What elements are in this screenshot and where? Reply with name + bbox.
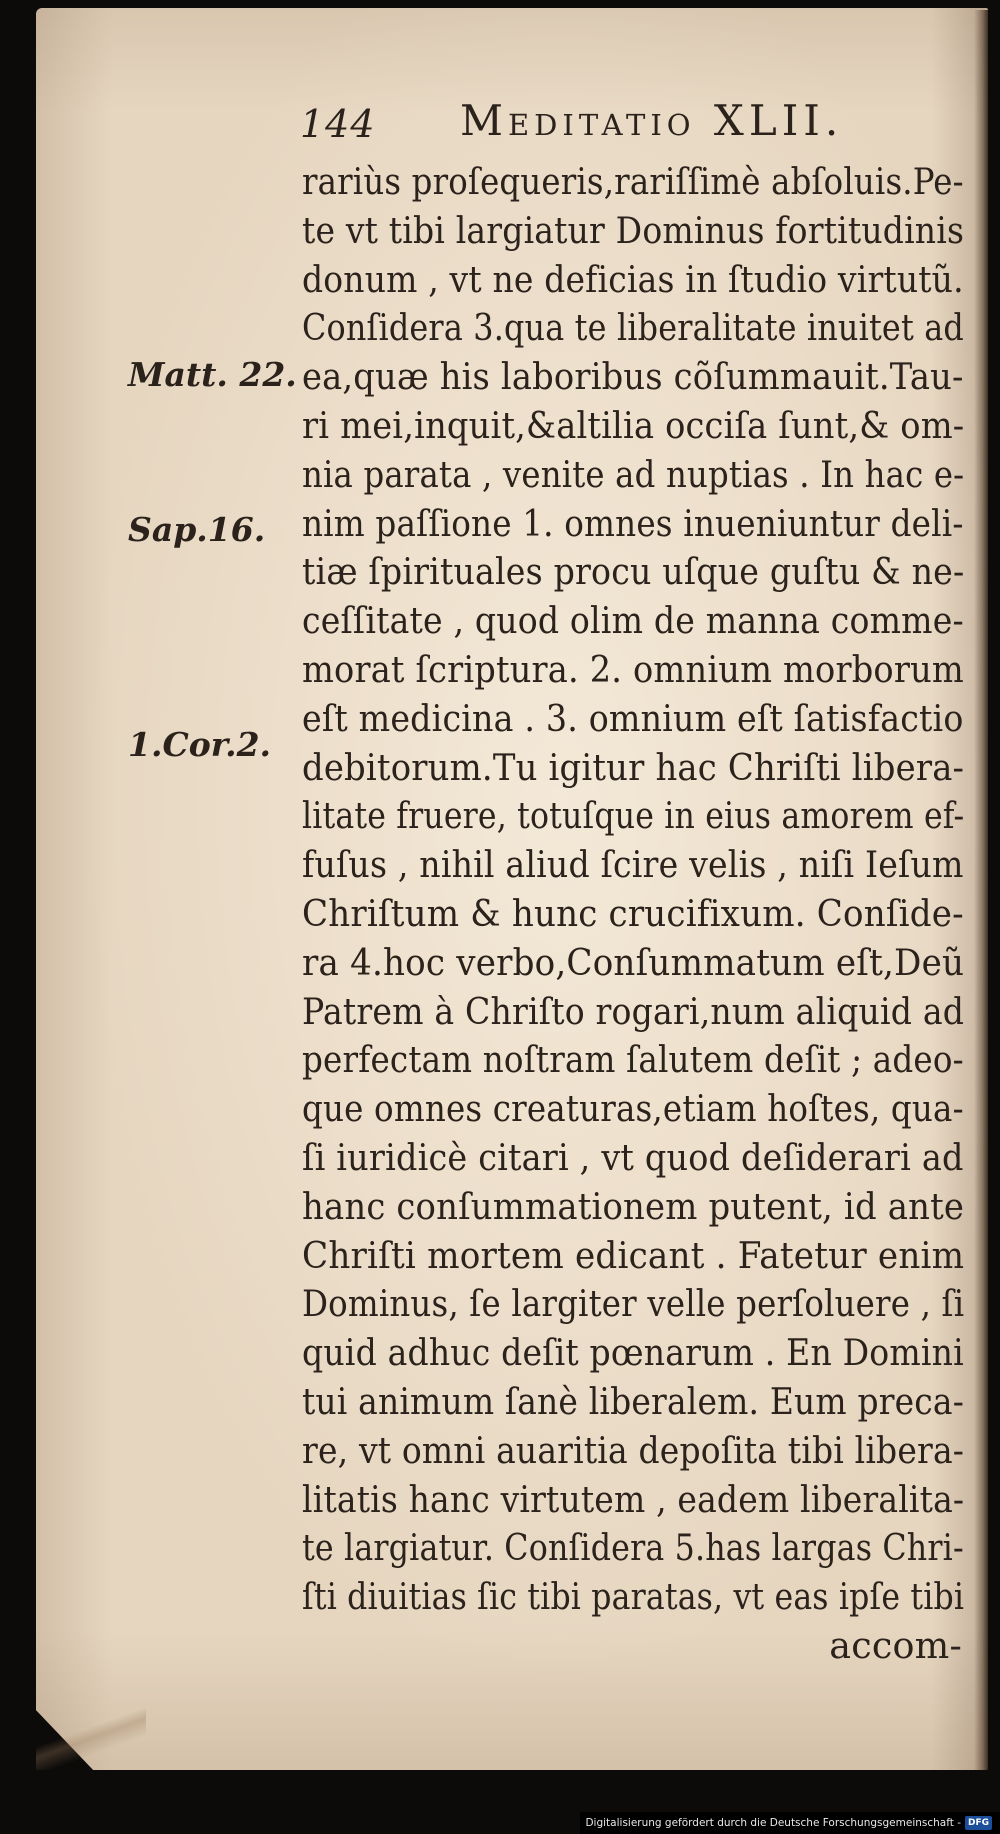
- catchword: accom-: [829, 1624, 962, 1667]
- credit-text: Digitalisierung gefördert durch die Deutsche Forschungsgemeinschaft -: [585, 1817, 961, 1829]
- text-line: morat ſcriptura. 2. omnium morborum: [302, 648, 964, 691]
- text-line: te largiatur. Conſidera 5.has largas Chri-: [302, 1526, 964, 1570]
- text-line: Chriſtum & hunc crucifixum. Conſide-: [302, 892, 964, 935]
- text-line: ea,quæ his laboribus cõſummauit.Tau-: [302, 355, 964, 399]
- text-line: re, vt omni auaritia depoſita tibi libera-: [302, 1428, 965, 1472]
- text-line: perfectam noſtram ſalutem deſit ; adeo-: [302, 1038, 964, 1082]
- page-gutter-shadow: [974, 10, 988, 1770]
- text-line: rariùs proſequeris,rariſſimè abſoluis.Pe-: [302, 160, 964, 203]
- margin-note-matthew: Matt. 22.: [128, 355, 297, 394]
- text-line: te vt tibi largiatur Dominus fortitudinis: [302, 208, 965, 252]
- text-line: tiæ ſpirituales procu uſque guſtu & ne-: [302, 550, 965, 594]
- text-line: nim paſſione 1. omnes inueniuntur deli-: [302, 501, 964, 545]
- dfg-logo: DFG: [965, 1816, 992, 1830]
- text-line: nia parata , venite ad nuptias . In hac e-: [302, 452, 965, 496]
- page-number: 144: [300, 102, 376, 146]
- margin-note-sapientia: Sap.16.: [128, 510, 266, 549]
- text-line: Chriſti mortem edicant . Fatetur enim: [302, 1233, 965, 1277]
- text-line: que omnes creaturas,etiam hoſtes, qua-: [302, 1087, 964, 1131]
- text-line: debitorum.Tu igitur hac Chriſti libera-: [302, 745, 965, 789]
- text-line: hanc conſummationem putent, id ante: [302, 1184, 965, 1228]
- running-title: Meditatio XLII.: [460, 96, 844, 145]
- page-header: [300, 96, 920, 156]
- text-line: fuſus , nihil aliud ſcire velis , niſi Ieſum: [302, 843, 964, 887]
- digitization-credit: [580, 1812, 1000, 1834]
- text-line: eſt medicina . 3. omnium eſt ſatisfactio: [302, 696, 964, 740]
- text-line: litatis hanc virtutem , eadem liberalita-: [302, 1477, 965, 1521]
- margin-note-corinthians: 1.Cor.2.: [128, 725, 272, 764]
- text-line: tui animum ſanè liberalem. Eum preca-: [302, 1380, 965, 1423]
- text-line: ſti diuitias ſic tibi paratas, vt eas ipſe tibi: [302, 1575, 965, 1619]
- text-line: ceſſitate , quod olim de manna comme-: [302, 599, 964, 643]
- text-line: Conſidera 3.qua te liberalitate inuitet ad: [302, 306, 964, 350]
- text-line: litate fruere, totuſque in eius amorem ef-: [302, 794, 965, 838]
- text-line: quid adhuc deſit pœnarum . En Domini: [302, 1331, 964, 1375]
- text-line: donum , vt ne deficias in ſtudio virtutũ.: [302, 257, 964, 301]
- text-line: ſi iuridicè citari , vt quod deſiderari ad: [302, 1136, 964, 1179]
- text-line: Dominus, ſe largiter velle perſoluere , ſi: [302, 1282, 965, 1326]
- text-line: Patrem à Chriſto rogari,num aliquid ad: [302, 989, 965, 1033]
- text-line: ri mei,inquit,&altilia occiſa ſunt,& om-: [302, 404, 965, 447]
- text-line: ra 4.hoc verbo,Conſummatum eſt,Deũ: [302, 940, 965, 984]
